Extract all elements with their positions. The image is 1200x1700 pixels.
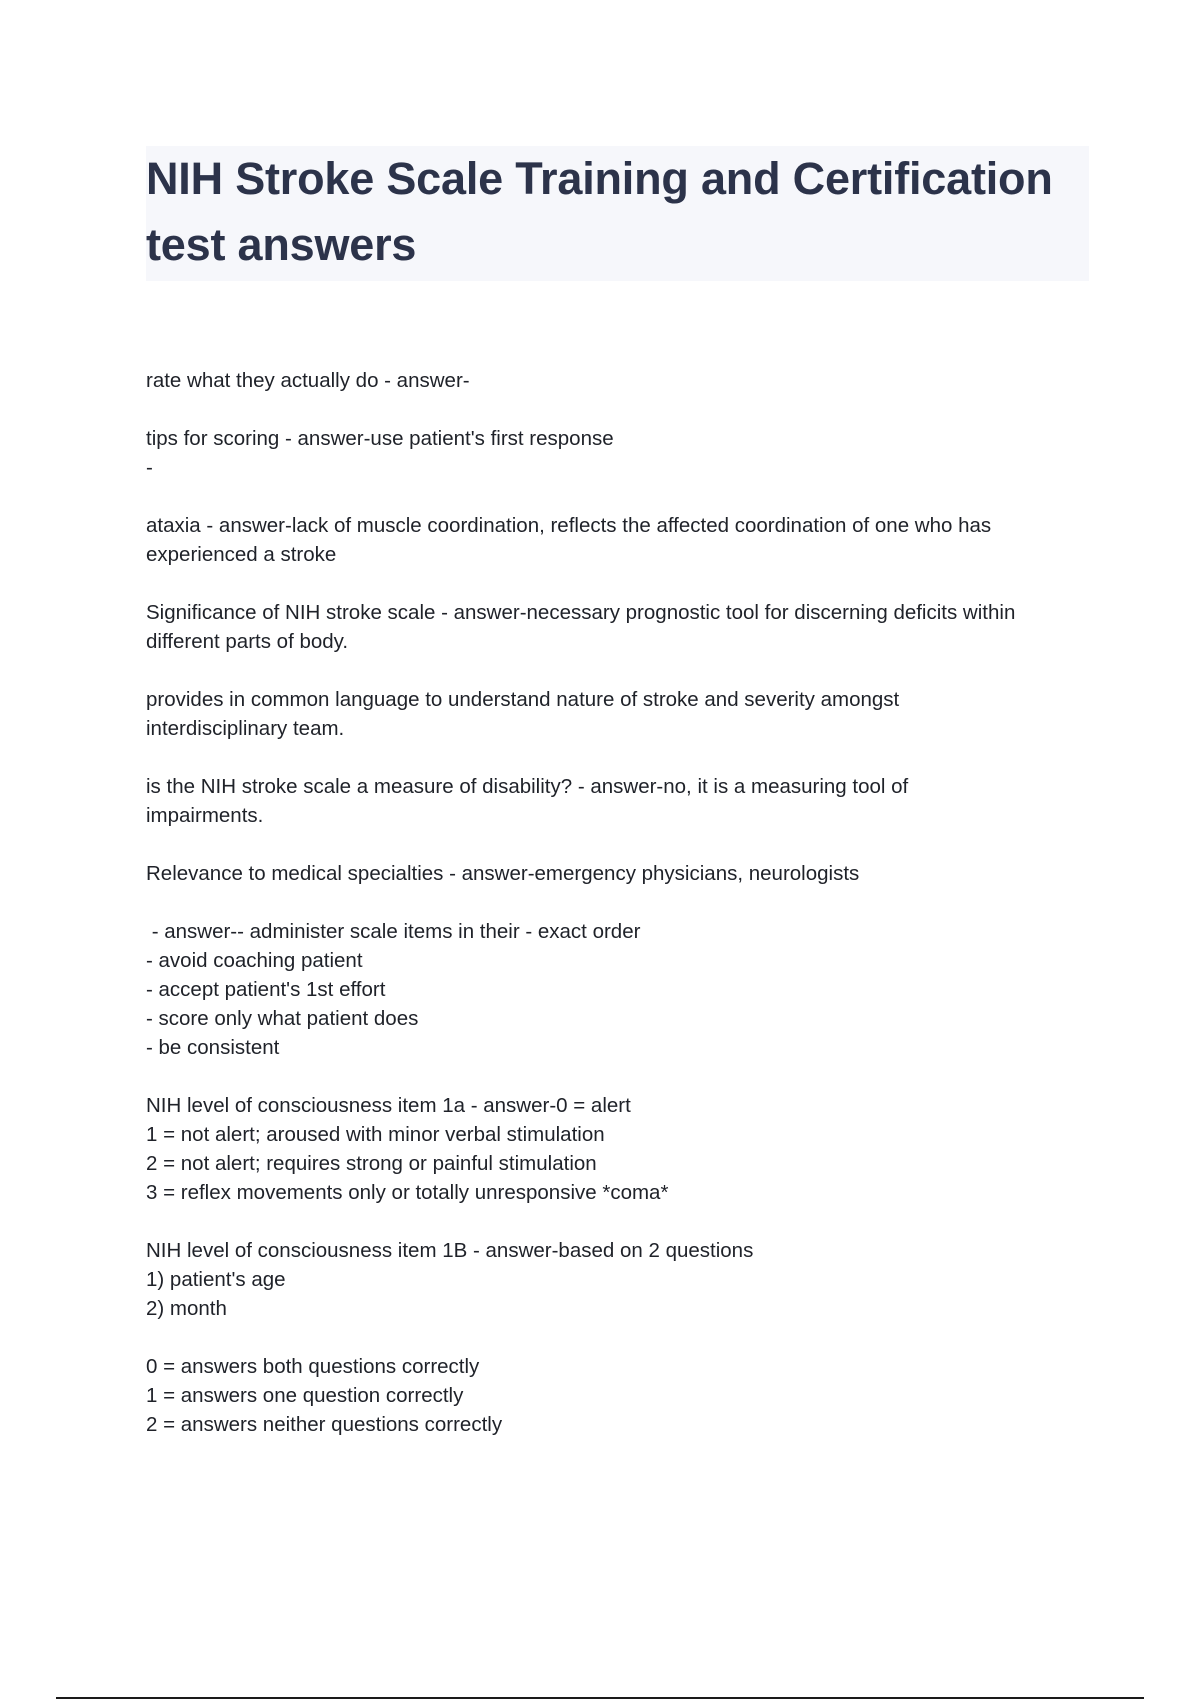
text-line: impairments. (146, 804, 264, 827)
qa-item (146, 1352, 1096, 1439)
text-line: - be consistent (146, 1036, 280, 1059)
text-line: NIH level of consciousness item 1B - answer-based on 2 questions (146, 1239, 754, 1262)
text-line: tips for scoring - answer-use patient's first response (146, 427, 614, 450)
text-line: 2 = not alert; requires strong or painful stimulation (146, 1152, 597, 1175)
text-line: 2) month (146, 1297, 227, 1320)
text-line: interdisciplinary team. (146, 717, 345, 740)
qa-item (146, 511, 1096, 569)
text-line: different parts of body. (146, 630, 349, 653)
qa-item (146, 685, 1096, 743)
text-line: 1 = not alert; aroused with minor verbal stimulation (146, 1123, 605, 1146)
text-line: - answer-- administer scale items in their - exact order (146, 920, 641, 943)
qa-item (146, 366, 1096, 395)
text-line: 1) patient's age (146, 1268, 286, 1291)
text-line: rate what they actually do - answer- (146, 369, 470, 392)
qa-item (146, 598, 1096, 656)
footer-divider (56, 1697, 1144, 1699)
text-line: - (146, 456, 153, 479)
text-line: provides in common language to understand nature of stroke and severity amongst (146, 688, 900, 711)
qa-item (146, 1091, 1096, 1207)
qa-item (146, 424, 1096, 482)
page-title-line-1: NIH Stroke Scale Training and Certification (146, 153, 1053, 204)
title-banner (146, 146, 1089, 281)
text-line: - accept patient's 1st effort (146, 978, 386, 1001)
qa-item (146, 1236, 1096, 1323)
text-line: - score only what patient does (146, 1007, 419, 1030)
qa-item (146, 772, 1096, 830)
text-line: 0 = answers both questions correctly (146, 1355, 480, 1378)
text-line: ataxia - answer-lack of muscle coordination, reflects the affected coordination of one who has (146, 514, 992, 537)
text-line: Relevance to medical specialties - answer-emergency physicians, neurologists (146, 862, 860, 885)
text-line: experienced a stroke (146, 543, 337, 566)
text-line: 1 = answers one question correctly (146, 1384, 464, 1407)
text-line: 3 = reflex movements only or totally unresponsive *coma* (146, 1181, 669, 1204)
page-title (146, 146, 1089, 278)
document-body (146, 366, 1096, 1468)
qa-item (146, 917, 1096, 1062)
text-line: Significance of NIH stroke scale - answer-necessary prognostic tool for discerning deficits within (146, 601, 1016, 624)
text-line: NIH level of consciousness item 1a - answer-0 = alert (146, 1094, 631, 1117)
qa-item (146, 859, 1096, 888)
page-title-line-2: test answers (146, 219, 417, 270)
text-line: is the NIH stroke scale a measure of disability? - answer-no, it is a measuring tool of (146, 775, 909, 798)
text-line: - avoid coaching patient (146, 949, 363, 972)
text-line: 2 = answers neither questions correctly (146, 1413, 503, 1436)
